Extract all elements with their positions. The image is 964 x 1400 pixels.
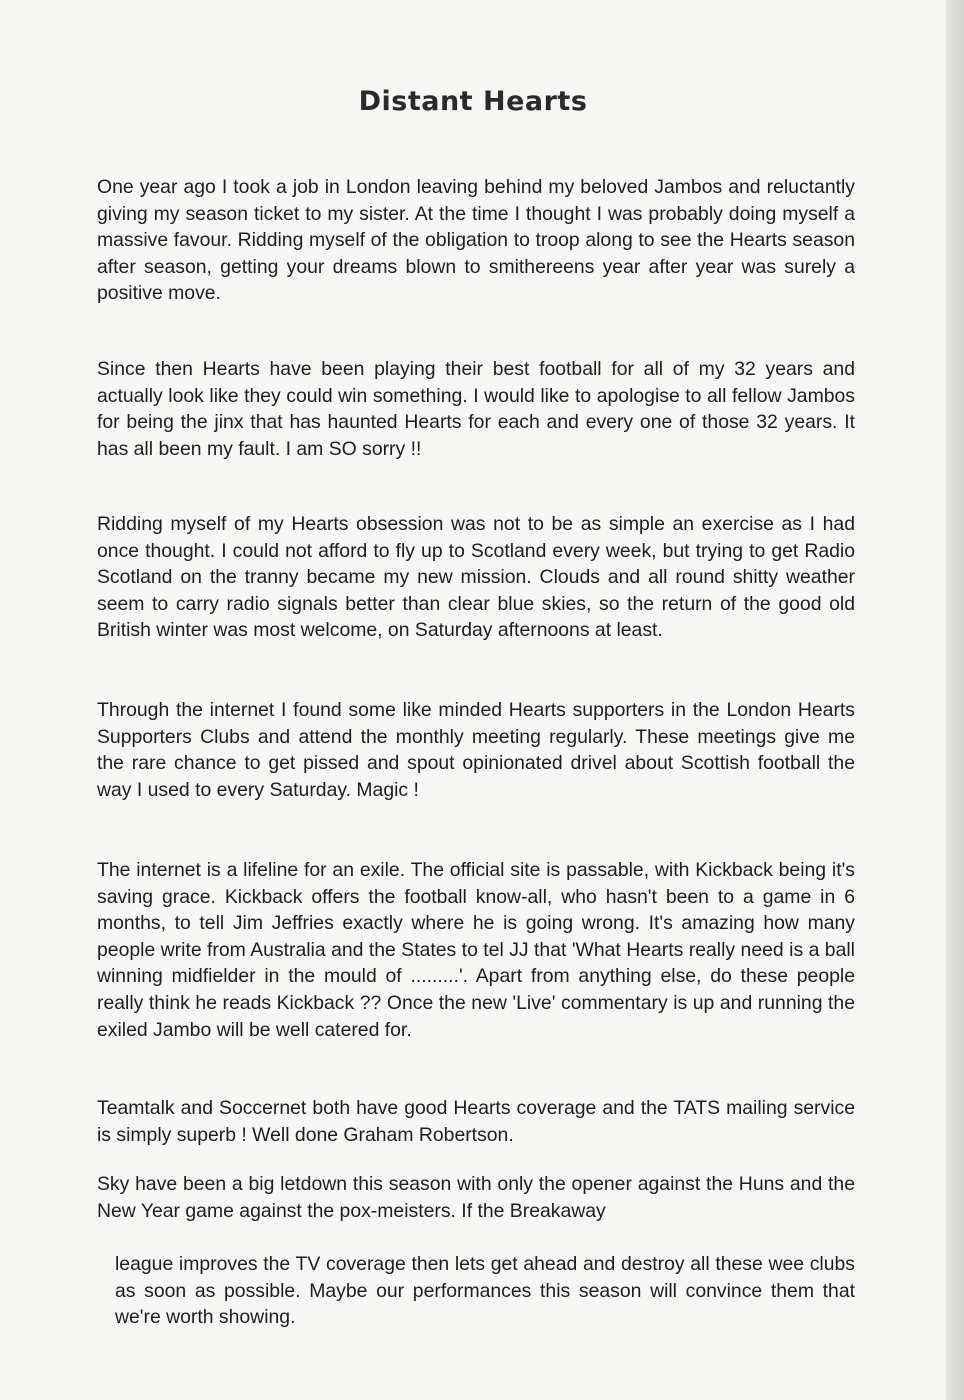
paragraph-5: The internet is a lifeline for an exile. The official site is passable, with Kickback being it's saving grace. Kickback offers the football know-all, who hasn't been to a game in 6 months, to tell Jim Jeffries exactly where he is going wrong. It's amazing how many people write from Australia and the States to tel JJ that 'What Hearts really need is a ball winning midfielder in the mould of .........'. Apart from anything else, do these people really think he reads Kickback ?? Once the new 'Live' commentary is up and running the exiled Jambo will be well catered for. xyxy=(97,859,855,1041)
article-title: Distant Hearts xyxy=(358,86,588,117)
paragraph-1: One year ago I took a job in London leaving behind my beloved Jambos and reluctantly giving my season ticket to my sister. At the time I thought I was probably doing myself a massive favour. Ridding myself of the obligation to troop along to see the Hearts season after season, getting your dreams blown to smithereens year after year was surely a positive move. xyxy=(97,176,855,305)
binding-edge xyxy=(946,0,964,1400)
paragraph-7: Sky have been a big letdown this season with only the opener against the Huns and the New Year game against the pox-meisters. If the Breakaway xyxy=(97,1173,855,1222)
paragraph-6: Teamtalk and Soccernet both have good Hearts coverage and the TATS mailing service is simply superb ! Well done Graham Robertson. xyxy=(97,1097,855,1146)
paragraph-8: league improves the TV coverage then lets get ahead and destroy all these wee clubs as soon as possible. Maybe our performances this season will convince them that we're worth showing. xyxy=(115,1253,855,1329)
paragraph-2: Since then Hearts have been playing their best football for all of my 32 years and actually look like they could win something. I would like to apologise to all fellow Jambos for being the jinx that has haunted Hearts for each and every one of those 32 years. It has all been my fault. I am SO sorry !! xyxy=(97,358,855,460)
paragraph-4: Through the internet I found some like minded Hearts supporters in the London Hearts Supporters Clubs and attend the monthly meeting regularly. These meetings give me the rare chance to get pissed and spout opinionated drivel about Scottish football the way I used to every Saturday. Magic ! xyxy=(97,699,855,801)
paragraph-3: Ridding myself of my Hearts obsession was not to be as simple an exercise as I had once thought. I could not afford to fly up to Scotland every week, but trying to get Radio Scotland on the tranny became my new mission. Clouds and all round shitty weather seem to carry radio signals better than clear blue skies, so the return of the good old British winter was most welcome, on Saturday afternoons at least. xyxy=(97,513,855,642)
